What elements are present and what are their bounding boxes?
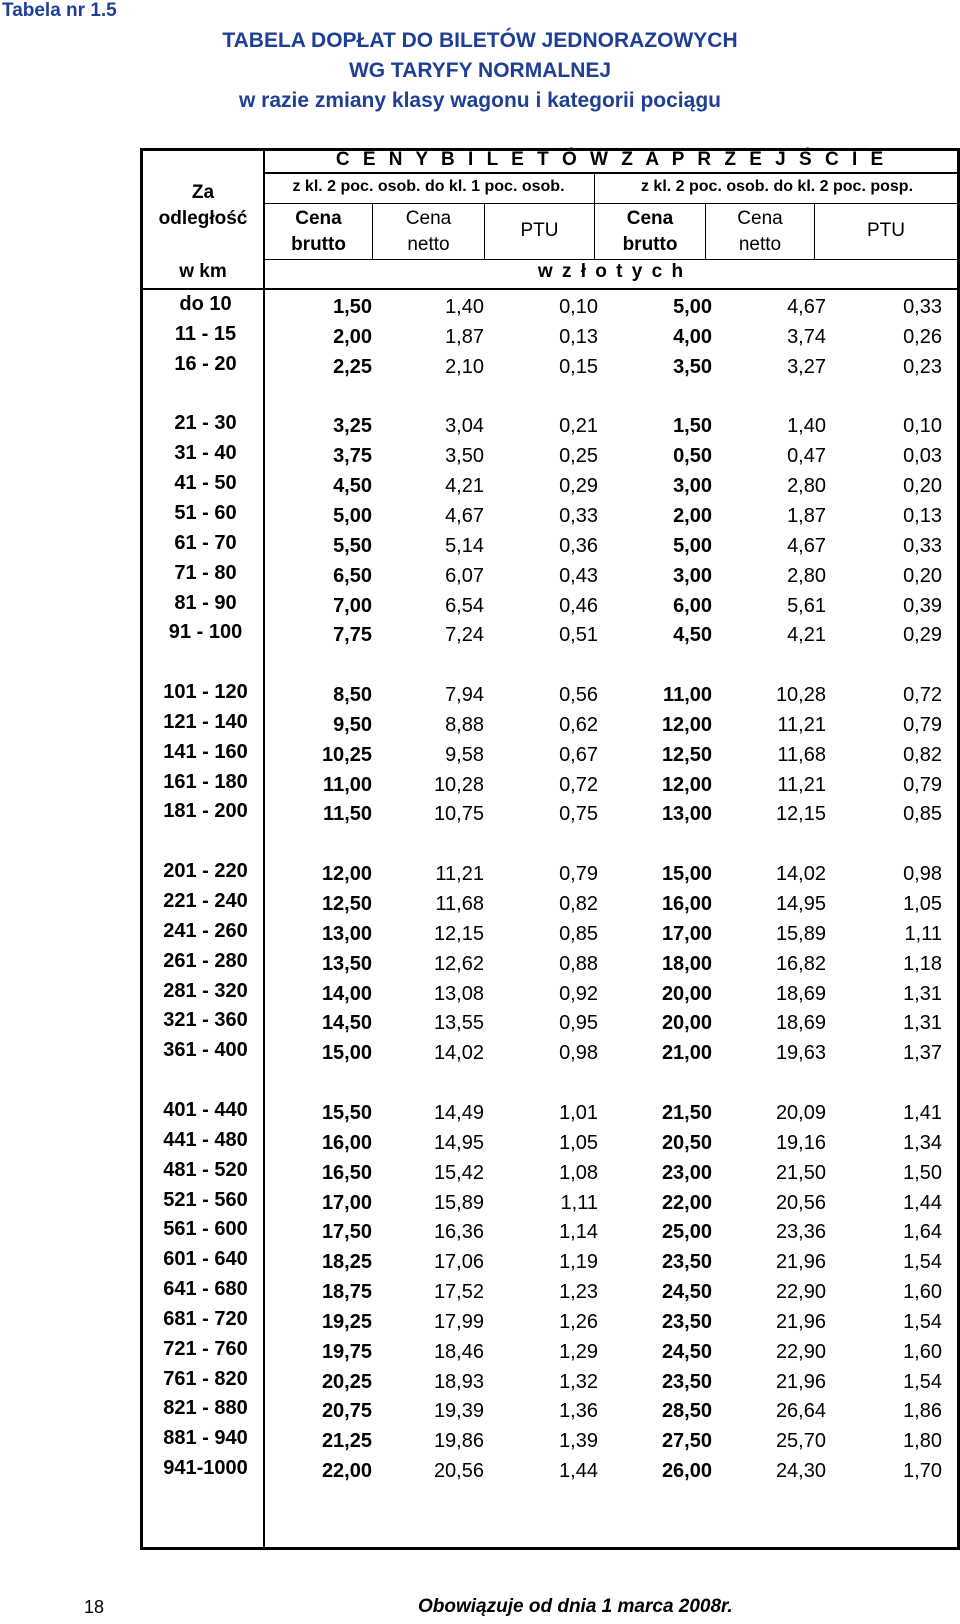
ptu-1-cell: 0,29 [559, 475, 598, 498]
netto-2-cell: 24,30 [775, 1460, 826, 1483]
netto-header-2: netto [738, 234, 782, 255]
distance-cell: 561 - 600 [163, 1218, 248, 1241]
ptu-2-cell: 0,82 [903, 743, 942, 766]
netto-1-cell: 3,50 [445, 445, 484, 468]
header-rule [263, 259, 960, 260]
distance-cell: 881 - 940 [163, 1427, 248, 1450]
ptu-2-cell: 0,72 [903, 684, 942, 707]
brutto-1-cell: 18,75 [321, 1281, 372, 1304]
brutto-2-cell: 5,00 [673, 534, 712, 557]
brutto-2-cell: 12,00 [661, 713, 712, 736]
ptu-header: PTU [867, 220, 905, 241]
distance-cell: 681 - 720 [163, 1307, 248, 1330]
brutto-header: Cena [295, 208, 342, 229]
brutto-1-cell: 1,50 [333, 296, 372, 318]
ptu-1-cell: 0,79 [559, 863, 598, 886]
table-label: Tabela nr 1.5 [2, 0, 117, 21]
ptu-2-cell: 0,29 [903, 624, 942, 647]
brutto-2-cell: 12,50 [661, 743, 712, 766]
brutto-2-cell: 20,50 [661, 1131, 712, 1154]
netto-1-cell: 6,07 [445, 564, 484, 587]
ptu-2-cell: 1,60 [903, 1281, 942, 1304]
brutto-1-cell: 5,50 [333, 534, 372, 557]
page-title: TABELA DOPŁAT DO BILETÓW JEDNORAZOWYCH [222, 29, 738, 52]
distance-cell: 481 - 520 [163, 1158, 248, 1181]
netto-2-cell: 11,21 [777, 773, 826, 796]
brutto-1-cell: 15,50 [321, 1101, 372, 1124]
brutto-1-cell: 16,00 [321, 1131, 372, 1154]
brutto-1-cell: 21,25 [321, 1430, 372, 1453]
brutto-1-cell: 2,25 [333, 355, 372, 378]
brutto-1-cell: 22,00 [321, 1460, 372, 1483]
distance-header-1: Za [191, 182, 215, 203]
brutto-1-cell: 19,25 [321, 1310, 372, 1333]
netto-header-2: netto [407, 234, 450, 255]
netto-1-cell: 19,39 [433, 1400, 484, 1423]
distance-cell: 41 - 50 [174, 472, 237, 495]
brutto-1-cell: 11,00 [323, 773, 372, 796]
ptu-1-cell: 0,62 [559, 713, 598, 736]
netto-2-cell: 4,21 [787, 624, 826, 647]
ptu-2-cell: 1,54 [903, 1310, 942, 1333]
ptu-2-cell: 0,26 [903, 325, 942, 348]
brutto-1-cell: 20,25 [321, 1370, 372, 1393]
netto-2-cell: 3,27 [787, 355, 826, 378]
ptu-2-cell: 0,10 [903, 415, 942, 438]
ptu-1-cell: 0,82 [559, 893, 598, 915]
netto-1-cell: 2,10 [445, 355, 484, 378]
brutto-2-cell: 23,50 [661, 1310, 712, 1333]
brutto-2-cell: 17,00 [661, 922, 712, 945]
distance-cell: 941-1000 [163, 1457, 248, 1480]
netto-2-cell: 2,80 [787, 564, 826, 587]
ptu-2-cell: 1,18 [903, 952, 942, 975]
distance-cell: 16 - 20 [174, 352, 237, 375]
netto-2-cell: 14,02 [775, 863, 826, 886]
validity-note: Obowiązuje od dnia 1 marca 2008r. [418, 1596, 733, 1617]
brutto-1-cell: 14,00 [321, 982, 372, 1005]
ptu-2-cell: 1,44 [903, 1191, 942, 1214]
brutto-2-cell: 23,50 [661, 1370, 712, 1393]
brutto-1-cell: 8,50 [333, 684, 372, 707]
brutto-1-cell: 19,75 [321, 1340, 372, 1363]
ptu-2-cell: 0,79 [903, 713, 942, 736]
header-group-2: z kl. 2 poc. osob. do kl. 2 poc. posp. [640, 178, 914, 195]
brutto-2-cell: 20,00 [661, 1012, 712, 1035]
netto-2-cell: 18,69 [775, 982, 826, 1005]
ptu-2-cell: 0,79 [903, 773, 942, 796]
netto-2-cell: 23,36 [775, 1221, 826, 1244]
netto-1-cell: 13,08 [433, 982, 484, 1005]
distance-cell: 31 - 40 [174, 442, 237, 465]
ptu-1-cell: 0,85 [559, 922, 598, 945]
netto-2-cell: 10,28 [775, 684, 826, 707]
netto-1-cell: 17,06 [433, 1251, 484, 1274]
ptu-1-cell: 0,95 [559, 1012, 598, 1035]
ptu-1-cell: 1,05 [559, 1131, 598, 1154]
distance-cell: 721 - 760 [163, 1337, 248, 1360]
header-span: C E N Y B I L E T Ó W Z A P R Z E J Ś C I E [335, 149, 888, 170]
ptu-1-cell: 1,26 [559, 1310, 598, 1333]
netto-2-cell: 1,40 [787, 415, 826, 438]
ptu-1-cell: 0,92 [559, 982, 598, 1005]
ptu-2-cell: 0,03 [903, 445, 942, 468]
netto-1-cell: 7,94 [445, 684, 484, 707]
brutto-1-cell: 6,50 [333, 564, 372, 587]
header-rule [263, 172, 960, 174]
netto-2-cell: 4,67 [787, 296, 826, 318]
ptu-1-cell: 0,56 [559, 684, 598, 707]
brutto-2-cell: 23,00 [661, 1161, 712, 1184]
ptu-2-cell: 1,54 [903, 1370, 942, 1393]
ptu-1-cell: 1,14 [559, 1221, 598, 1244]
ptu-2-cell: 1,50 [903, 1161, 942, 1184]
brutto-1-cell: 12,50 [321, 893, 372, 915]
ptu-2-cell: 1,37 [903, 1042, 942, 1065]
brutto-2-cell: 4,00 [673, 325, 712, 348]
distance-cell: 361 - 400 [163, 1039, 248, 1062]
brutto-2-cell: 27,50 [661, 1430, 712, 1453]
page-number: 18 [84, 1597, 105, 1617]
netto-2-cell: 21,96 [775, 1310, 826, 1333]
ptu-2-cell: 1,80 [903, 1430, 942, 1453]
netto-1-cell: 15,42 [433, 1161, 484, 1184]
netto-2-cell: 4,67 [787, 534, 826, 557]
brutto-2-cell: 24,50 [661, 1281, 712, 1304]
ptu-1-cell: 0,43 [559, 564, 598, 587]
distance-header-3: w km [179, 261, 227, 282]
ptu-2-cell: 0,85 [903, 803, 942, 826]
distance-header-2: odległość [158, 208, 248, 229]
distance-cell: 161 - 180 [163, 770, 248, 793]
distance-cell: 91 - 100 [168, 621, 243, 644]
ptu-1-cell: 0,13 [559, 325, 598, 348]
ptu-1-cell: 1,36 [559, 1400, 598, 1423]
brutto-2-cell: 1,50 [673, 415, 712, 438]
netto-1-cell: 10,75 [433, 803, 484, 826]
netto-1-cell: 9,58 [445, 743, 484, 766]
brutto-1-cell: 11,50 [323, 803, 372, 826]
brutto-1-cell: 3,75 [333, 445, 372, 468]
distance-cell: 241 - 260 [163, 919, 248, 942]
netto-2-cell: 19,16 [775, 1131, 826, 1154]
brutto-2-cell: 12,00 [661, 773, 712, 796]
brutto-1-cell: 13,50 [321, 952, 372, 975]
netto-1-cell: 15,89 [433, 1191, 484, 1214]
distance-cell: 521 - 560 [163, 1188, 248, 1211]
ptu-2-cell: 0,23 [903, 355, 942, 378]
netto-header: Cena [405, 208, 452, 229]
netto-2-cell: 21,50 [775, 1161, 826, 1184]
brutto-2-cell: 20,00 [661, 982, 712, 1005]
distance-cell: 181 - 200 [163, 800, 248, 823]
distance-cell: 21 - 30 [174, 412, 237, 435]
brutto-2-cell: 24,50 [661, 1340, 712, 1363]
distance-cell: 51 - 60 [174, 501, 237, 524]
netto-2-cell: 21,96 [775, 1370, 826, 1393]
netto-1-cell: 12,15 [433, 922, 484, 945]
netto-2-cell: 21,96 [775, 1251, 826, 1274]
brutto-2-cell: 4,50 [673, 624, 712, 647]
distance-cell: 81 - 90 [174, 591, 237, 614]
ptu-2-cell: 1,86 [903, 1400, 942, 1423]
brutto-2-cell: 28,50 [661, 1400, 712, 1423]
distance-cell: 601 - 640 [163, 1248, 248, 1271]
netto-2-cell: 2,80 [787, 475, 826, 498]
ptu-2-cell: 0,98 [903, 863, 942, 886]
netto-2-cell: 0,47 [787, 445, 826, 468]
netto-2-cell: 25,70 [775, 1430, 826, 1453]
netto-1-cell: 16,36 [433, 1221, 484, 1244]
distance-cell: 401 - 440 [163, 1098, 248, 1121]
distance-cell: 821 - 880 [163, 1397, 248, 1420]
netto-2-cell: 3,74 [787, 325, 826, 348]
distance-cell: 11 - 15 [174, 322, 237, 345]
ptu-2-cell: 1,70 [903, 1460, 942, 1483]
netto-1-cell: 17,99 [433, 1310, 484, 1333]
brutto-2-cell: 15,00 [661, 863, 712, 886]
distance-cell: 141 - 160 [163, 740, 248, 763]
distance-cell: 321 - 360 [163, 1009, 248, 1032]
netto-1-cell: 11,21 [435, 863, 484, 886]
brutto-1-cell: 3,25 [333, 415, 372, 438]
ptu-1-cell: 1,08 [559, 1161, 598, 1184]
distance-cell: 261 - 280 [163, 949, 248, 972]
ptu-1-cell: 1,29 [559, 1340, 598, 1363]
brutto-1-cell: 2,00 [333, 325, 372, 348]
brutto-2-cell: 3,00 [673, 564, 712, 587]
ptu-1-cell: 0,46 [559, 594, 598, 617]
ptu-1-cell: 1,23 [559, 1281, 598, 1304]
brutto-2-cell: 23,50 [661, 1251, 712, 1274]
netto-2-cell: 18,69 [775, 1012, 826, 1035]
netto-2-cell: 1,87 [787, 504, 826, 527]
ptu-1-cell: 0,67 [559, 743, 598, 766]
brutto-1-cell: 5,00 [333, 504, 372, 527]
ptu-2-cell: 1,41 [903, 1101, 942, 1124]
brutto-1-cell: 14,50 [321, 1012, 372, 1035]
header-rule [263, 203, 960, 204]
ptu-1-cell: 1,11 [560, 1191, 598, 1214]
brutto-2-cell: 0,50 [673, 445, 712, 468]
brutto-1-cell: 18,25 [321, 1251, 372, 1274]
brutto-1-cell: 10,25 [321, 743, 372, 766]
ptu-1-cell: 0,33 [559, 504, 598, 527]
ptu-2-cell: 0,20 [903, 475, 942, 498]
netto-1-cell: 20,56 [433, 1460, 484, 1483]
netto-1-cell: 18,46 [433, 1340, 484, 1363]
brutto-header: Cena [626, 208, 674, 229]
netto-2-cell: 12,15 [775, 803, 826, 826]
netto-2-cell: 26,64 [775, 1400, 826, 1423]
brutto-header-2: brutto [622, 234, 678, 255]
ptu-1-cell: 1,19 [559, 1251, 598, 1274]
ptu-header: PTU [520, 220, 559, 241]
brutto-1-cell: 9,50 [333, 713, 372, 736]
brutto-1-cell: 7,00 [333, 594, 372, 617]
netto-1-cell: 10,28 [433, 773, 484, 796]
netto-2-cell: 5,61 [787, 594, 826, 617]
ptu-2-cell: 0,13 [903, 504, 942, 527]
ptu-2-cell: 0,33 [903, 296, 942, 318]
ptu-2-cell: 1,05 [903, 893, 942, 915]
netto-2-cell: 11,21 [777, 713, 826, 736]
ptu-2-cell: 1,11 [904, 922, 942, 945]
unit-header: w z ł o t y c h [537, 261, 686, 282]
netto-1-cell: 11,68 [435, 893, 484, 915]
ptu-2-cell: 0,33 [903, 534, 942, 557]
netto-1-cell: 6,54 [445, 594, 484, 617]
netto-2-cell: 14,95 [775, 893, 826, 915]
distance-cell: 641 - 680 [163, 1278, 248, 1301]
distance-cell: 281 - 320 [163, 979, 248, 1002]
brutto-2-cell: 3,50 [673, 355, 712, 378]
distance-cell: 61 - 70 [174, 531, 237, 554]
ptu-1-cell: 0,88 [559, 952, 598, 975]
ptu-1-cell: 0,75 [559, 803, 598, 826]
distance-cell: 761 - 820 [163, 1367, 248, 1390]
ptu-1-cell: 0,36 [559, 534, 598, 557]
netto-1-cell: 7,24 [445, 624, 484, 647]
ptu-1-cell: 1,32 [559, 1370, 598, 1393]
brutto-1-cell: 17,50 [321, 1221, 372, 1244]
ptu-2-cell: 1,31 [903, 1012, 942, 1035]
netto-1-cell: 3,04 [445, 415, 484, 438]
ptu-1-cell: 0,15 [559, 355, 598, 378]
ptu-1-cell: 1,44 [559, 1460, 598, 1483]
netto-1-cell: 17,52 [433, 1281, 484, 1304]
header-group-1: z kl. 2 poc. osob. do kl. 1 poc. osob. [292, 178, 565, 195]
brutto-2-cell: 16,00 [661, 893, 712, 915]
brutto-2-cell: 5,00 [673, 296, 712, 318]
netto-2-cell: 22,90 [775, 1281, 826, 1304]
netto-header: Cena [737, 208, 783, 229]
brutto-2-cell: 6,00 [673, 594, 712, 617]
ptu-1-cell: 1,01 [559, 1101, 598, 1124]
ptu-1-cell: 0,51 [559, 624, 598, 647]
brutto-1-cell: 12,00 [321, 863, 372, 886]
netto-1-cell: 18,93 [433, 1370, 484, 1393]
brutto-2-cell: 21,50 [661, 1101, 712, 1124]
netto-1-cell: 14,49 [433, 1101, 484, 1124]
netto-2-cell: 20,09 [775, 1101, 826, 1124]
ptu-1-cell: 0,98 [559, 1042, 598, 1065]
brutto-2-cell: 25,00 [661, 1221, 712, 1244]
ptu-2-cell: 1,54 [903, 1251, 942, 1274]
brutto-1-cell: 17,00 [321, 1191, 372, 1214]
netto-1-cell: 19,86 [433, 1430, 484, 1453]
ptu-1-cell: 0,10 [559, 296, 598, 318]
netto-1-cell: 14,95 [433, 1131, 484, 1154]
brutto-1-cell: 13,00 [321, 922, 372, 945]
netto-1-cell: 4,21 [445, 475, 484, 498]
brutto-2-cell: 21,00 [661, 1042, 712, 1065]
netto-2-cell: 11,68 [777, 743, 826, 766]
netto-1-cell: 1,40 [445, 296, 484, 318]
ptu-2-cell: 1,31 [903, 982, 942, 1005]
brutto-2-cell: 22,00 [661, 1191, 712, 1214]
distance-cell: 221 - 240 [163, 890, 248, 912]
netto-2-cell: 16,82 [775, 952, 826, 975]
distance-cell: 71 - 80 [174, 561, 237, 584]
page-subtitle-2: w razie zmiany klasy wagonu i kategorii pociągu [239, 89, 721, 112]
distance-cell: 441 - 480 [163, 1128, 248, 1151]
ptu-2-cell: 1,64 [903, 1221, 942, 1244]
brutto-2-cell: 3,00 [673, 475, 712, 498]
netto-2-cell: 20,56 [775, 1191, 826, 1214]
netto-2-cell: 19,63 [775, 1042, 826, 1065]
brutto-2-cell: 18,00 [661, 952, 712, 975]
brutto-header-2: brutto [291, 234, 346, 255]
distance-cell: do 10 [179, 293, 232, 315]
brutto-1-cell: 15,00 [321, 1042, 372, 1065]
netto-1-cell: 4,67 [445, 504, 484, 527]
distance-cell: 101 - 120 [163, 681, 248, 704]
ptu-2-cell: 1,60 [903, 1340, 942, 1363]
netto-2-cell: 22,90 [775, 1340, 826, 1363]
ptu-2-cell: 0,39 [903, 594, 942, 617]
netto-2-cell: 15,89 [775, 922, 826, 945]
brutto-1-cell: 20,75 [321, 1400, 372, 1423]
ptu-1-cell: 0,21 [559, 415, 598, 438]
brutto-2-cell: 11,00 [663, 684, 712, 707]
ptu-1-cell: 1,39 [559, 1430, 598, 1453]
ptu-2-cell: 0,20 [903, 564, 942, 587]
brutto-1-cell: 4,50 [333, 475, 372, 498]
netto-1-cell: 8,88 [445, 713, 484, 736]
page-subtitle: WG TARYFY NORMALNEJ [348, 59, 612, 82]
netto-1-cell: 5,14 [445, 534, 484, 557]
netto-1-cell: 14,02 [433, 1042, 484, 1065]
netto-1-cell: 1,87 [445, 325, 484, 348]
ptu-2-cell: 1,34 [903, 1131, 942, 1154]
distance-cell: 201 - 220 [163, 860, 248, 883]
brutto-2-cell: 13,00 [661, 803, 712, 826]
netto-1-cell: 13,55 [433, 1012, 484, 1035]
distance-cell: 121 - 140 [163, 710, 248, 733]
brutto-1-cell: 7,75 [333, 624, 372, 647]
ptu-1-cell: 0,72 [559, 773, 598, 796]
ptu-1-cell: 0,25 [559, 445, 598, 468]
brutto-2-cell: 26,00 [661, 1460, 712, 1483]
brutto-1-cell: 16,50 [321, 1161, 372, 1184]
netto-1-cell: 12,62 [433, 952, 484, 975]
brutto-2-cell: 2,00 [673, 504, 712, 527]
